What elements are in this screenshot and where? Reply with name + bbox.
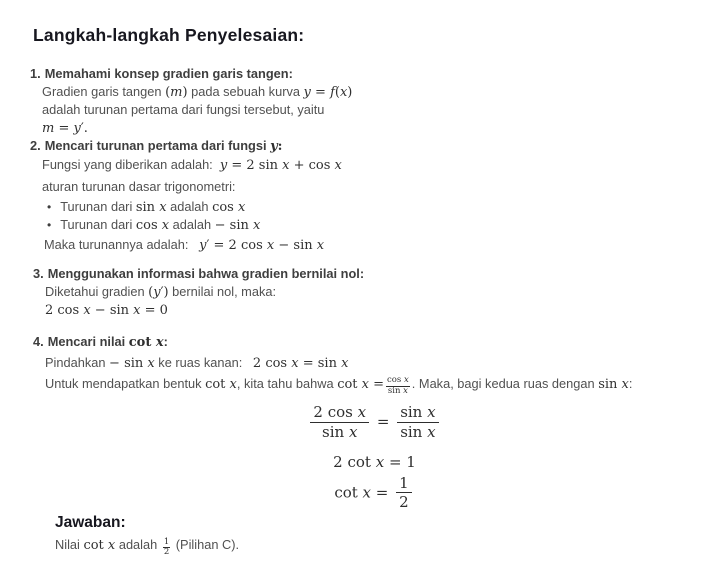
text-segment: , kita tahu bahwa bbox=[236, 375, 338, 391]
step-number: 1. bbox=[30, 66, 41, 81]
text-segment: Untuk mendapatkan bentuk bbox=[45, 375, 206, 391]
fraction: $\frac{\text{2 cos x}}{\text{sin x}}$ bbox=[310, 404, 369, 441]
math-segment: y = f(x) bbox=[303, 84, 353, 100]
math-segment: cot x bbox=[128, 334, 164, 350]
text-segment: ke ruas kanan: bbox=[154, 355, 253, 370]
answer-section bbox=[55, 513, 719, 558]
equation-line bbox=[30, 475, 719, 512]
text-segment: Gradien garis tangen bbox=[42, 83, 166, 99]
math-segment: y′ = 2 cos x − sin x bbox=[199, 237, 325, 253]
text-line bbox=[60, 198, 245, 217]
math-segment: y: bbox=[270, 139, 283, 154]
answer-text bbox=[55, 536, 719, 558]
text-line bbox=[45, 375, 719, 397]
text-line bbox=[42, 119, 719, 138]
fraction: $\frac{\text{cos x}}{\text{sin x}}$ bbox=[387, 374, 409, 396]
text-segment: Pindahkan bbox=[45, 355, 110, 370]
text-segment: bernilai nol, maka: bbox=[168, 283, 277, 299]
math-segment: 2 cot x = 1 bbox=[333, 452, 416, 471]
text-segment: adalah bbox=[169, 217, 215, 232]
text-segment: Nilai bbox=[55, 537, 84, 553]
text-line bbox=[42, 101, 719, 119]
text-segment: Turunan dari bbox=[60, 217, 136, 232]
math-segment: cos x bbox=[135, 218, 170, 233]
fraction: $\frac{\text{sin x}}{\text{sin x}}$ bbox=[397, 404, 438, 441]
math-segment: m = y′. bbox=[42, 120, 88, 136]
step-1-heading bbox=[30, 65, 719, 83]
text-line bbox=[42, 178, 719, 196]
text-line bbox=[45, 283, 719, 302]
math-segment: sin x bbox=[135, 199, 167, 215]
math-segment: 2 cos x = sin x bbox=[252, 356, 349, 371]
text-segment: : bbox=[628, 375, 633, 391]
text-segment: aturan turunan dasar trigonometri: bbox=[42, 179, 236, 194]
text-line bbox=[60, 216, 260, 235]
step-heading-text bbox=[48, 266, 364, 281]
text-segment: Diketahui gradien bbox=[45, 283, 149, 299]
step-1-body bbox=[42, 83, 719, 138]
text-line bbox=[42, 156, 719, 175]
text-segment: Maka turunannya adalah: bbox=[44, 236, 200, 252]
bullet-dot: • bbox=[47, 199, 52, 214]
step-number: 2. bbox=[30, 138, 41, 153]
math-segment: 2 cos x − sin x = 0 bbox=[45, 303, 168, 318]
text-line bbox=[44, 236, 719, 255]
bullet-item bbox=[47, 216, 719, 235]
text-line bbox=[42, 83, 719, 102]
math-segment: cot x = bbox=[334, 482, 394, 501]
text-segment: Mencari nilai bbox=[47, 333, 129, 349]
math-segment: − sin x bbox=[109, 356, 155, 371]
math-segment: = bbox=[372, 412, 395, 431]
math-segment: y = 2 sin x + cos x bbox=[219, 157, 342, 173]
text-line bbox=[45, 301, 719, 320]
bullet-dot: • bbox=[47, 218, 52, 232]
math-segment: cot x bbox=[83, 538, 116, 554]
text-segment: Memahami konsep gradien garis tangen: bbox=[44, 66, 293, 81]
step-2-body bbox=[42, 156, 719, 255]
math-segment: (m) bbox=[165, 84, 188, 100]
text-segment: pada sebuah kurva bbox=[187, 83, 304, 99]
text-segment: adalah bbox=[166, 198, 213, 214]
text-segment: adalah bbox=[115, 537, 161, 553]
equation-line bbox=[30, 453, 719, 471]
step-number: 4. bbox=[33, 333, 44, 349]
answer-heading: Jawaban: bbox=[55, 514, 126, 532]
step-number: 3. bbox=[33, 266, 44, 281]
math-segment: cos x bbox=[212, 199, 246, 215]
text-segment: Turunan dari bbox=[60, 198, 136, 214]
math-segment: (y′) bbox=[148, 284, 169, 300]
equation-line bbox=[30, 404, 719, 441]
text-segment: Menggunakan informasi bahwa gradien bernilai nol: bbox=[47, 266, 365, 281]
page-title: Langkah-langkah Penyelesaian: bbox=[33, 25, 305, 45]
math-segment: cot x = bbox=[337, 376, 385, 392]
step-4 bbox=[33, 333, 719, 397]
step-2-heading bbox=[30, 137, 719, 156]
math-segment: sin x bbox=[598, 376, 629, 392]
step-3-heading bbox=[33, 265, 719, 283]
text-segment: . Maka, bagi kedua ruas dengan bbox=[411, 375, 599, 391]
step-4-heading bbox=[33, 333, 719, 352]
step-4-body bbox=[45, 354, 719, 396]
text-segment: : bbox=[163, 333, 168, 349]
step-heading-text bbox=[45, 138, 283, 153]
step-2 bbox=[30, 137, 719, 254]
math-segment: cot x bbox=[205, 376, 237, 392]
text-line bbox=[45, 354, 719, 373]
step-3-body bbox=[45, 283, 719, 320]
fraction: $\frac{1}{2}$ bbox=[396, 475, 412, 512]
equation-block bbox=[30, 404, 719, 511]
text-segment: Mencari turunan pertama dari fungsi bbox=[44, 138, 271, 153]
fraction: $\frac{1}{2}$ bbox=[163, 536, 170, 558]
text-segment: (Pilihan C). bbox=[172, 537, 240, 553]
step-heading-text bbox=[45, 66, 293, 81]
text-segment: Fungsi yang diberikan adalah: bbox=[42, 156, 220, 172]
step-3 bbox=[33, 265, 719, 320]
math-segment: − sin x bbox=[214, 218, 261, 233]
step-heading-text bbox=[48, 334, 168, 349]
bullet-item bbox=[47, 198, 719, 217]
step-1 bbox=[30, 65, 719, 137]
text-segment: adalah turunan pertama dari fungsi tersebut, yaitu bbox=[42, 102, 325, 117]
